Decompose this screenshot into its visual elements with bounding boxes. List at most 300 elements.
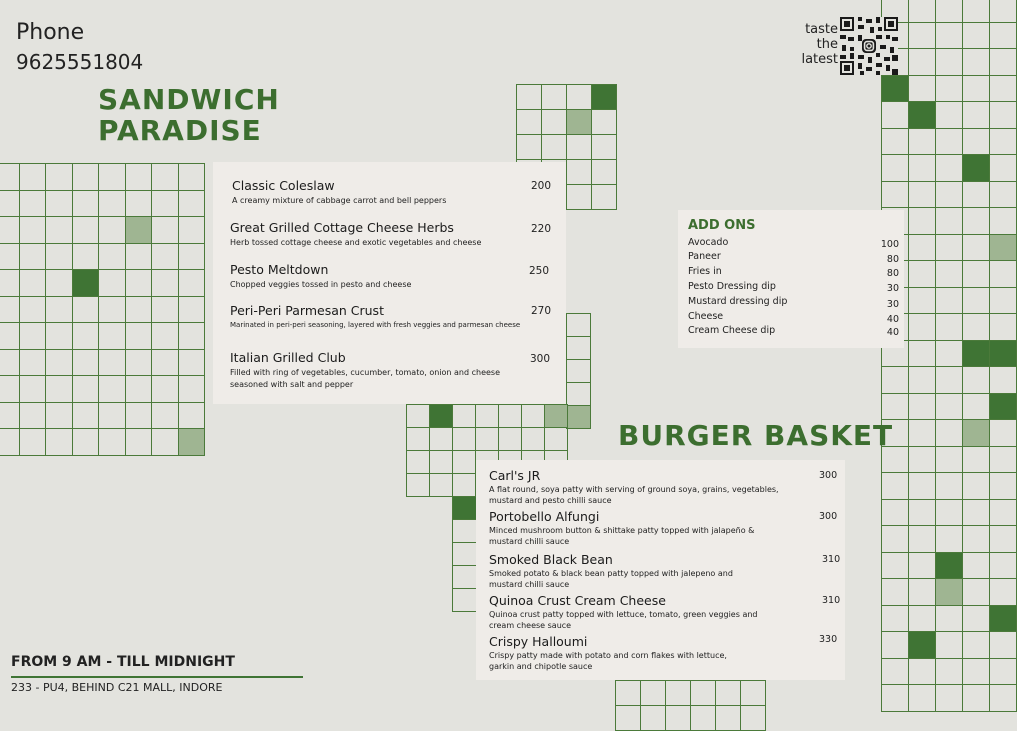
grid-cell [989, 658, 1017, 686]
grid-cell [935, 181, 963, 209]
addon-row [688, 311, 899, 325]
grid-cell [881, 101, 909, 129]
grid-cell [45, 190, 73, 218]
promo-line2: the [816, 37, 838, 52]
grid-cell [881, 366, 909, 394]
qr-code-icon[interactable] [840, 17, 898, 75]
menu-item-price: 270 [531, 305, 552, 317]
addon-row [688, 281, 899, 294]
grid-cell [935, 234, 963, 262]
grid-cell [989, 48, 1017, 76]
grid-cell [178, 243, 206, 271]
sandwich-menu-card [213, 162, 566, 404]
grid-cell [566, 184, 592, 210]
grid-cell [908, 181, 936, 209]
grid-cell [19, 402, 47, 430]
grid-cell [19, 296, 47, 324]
grid-cell [98, 269, 126, 297]
addon-price: 100 [880, 239, 899, 250]
grid-cell [690, 705, 716, 731]
grid-cell [125, 216, 153, 244]
menu-item-price: 200 [531, 180, 552, 192]
grid-cell [591, 184, 617, 210]
grid-cell [908, 154, 936, 182]
addon-row [688, 266, 899, 279]
grid-cell [908, 260, 936, 288]
grid-cell [544, 427, 568, 451]
grid-cell [98, 190, 126, 218]
grid-cell [72, 216, 100, 244]
grid-cell [178, 296, 206, 324]
menu-item [230, 303, 530, 331]
grid-cell [45, 349, 73, 377]
grid-cell [935, 472, 963, 500]
menu-item-desc: Chopped veggies tossed in pesto and cheese [230, 280, 412, 289]
grid-cell [935, 128, 963, 156]
grid-cell [962, 128, 990, 156]
grid-cell [962, 393, 990, 421]
grid-cell [881, 631, 909, 659]
grid-cell [935, 684, 963, 712]
grid-cell [881, 472, 909, 500]
grid-cell [125, 243, 153, 271]
grid-cell [429, 427, 453, 451]
grid-cell [962, 631, 990, 659]
decorative-grid-burger-left [452, 496, 476, 611]
grid-cell [989, 578, 1017, 606]
grid-cell [0, 216, 20, 244]
grid-cell [498, 404, 522, 428]
addon-name: Cream Cheese dip [688, 325, 776, 336]
grid-cell [406, 427, 430, 451]
grid-cell [72, 163, 100, 191]
sandwich-title-line2: PARADISE [98, 114, 262, 147]
grid-cell [989, 393, 1017, 421]
menu-item-name: Crispy Halloumi [489, 634, 588, 649]
grid-cell [935, 75, 963, 103]
sandwich-title-line1: SANDWICH [98, 83, 280, 116]
addon-name: Pesto Dressing dip [688, 281, 776, 292]
grid-cell [962, 578, 990, 606]
grid-cell [19, 269, 47, 297]
menu-item-price: 300 [530, 353, 551, 365]
grid-cell [908, 552, 936, 580]
grid-cell [516, 109, 542, 135]
menu-item [230, 262, 530, 291]
grid-cell [962, 181, 990, 209]
addon-price: 80 [886, 268, 899, 279]
addons-card [678, 210, 904, 348]
grid-cell [406, 473, 430, 497]
grid-cell [881, 552, 909, 580]
grid-cell [72, 322, 100, 350]
grid-cell [881, 525, 909, 553]
grid-cell [908, 366, 936, 394]
grid-cell [566, 159, 592, 185]
grid-cell [566, 359, 591, 383]
grid-cell [881, 393, 909, 421]
grid-cell [125, 190, 153, 218]
menu-item-name: Great Grilled Cottage Cheese Herbs [230, 220, 454, 235]
grid-cell [962, 234, 990, 262]
grid-cell [566, 382, 591, 406]
grid-cell [151, 190, 179, 218]
grid-cell [935, 525, 963, 553]
grid-cell [178, 269, 206, 297]
menu-item-desc: A flat round, soya patty with serving of ground soya, grains, vegetables, mustard and pesto chilli sauce [489, 485, 779, 505]
grid-cell [452, 473, 476, 497]
grid-cell [881, 154, 909, 182]
grid-cell [640, 705, 666, 731]
grid-cell [908, 75, 936, 103]
grid-cell [908, 313, 936, 341]
grid-cell [935, 366, 963, 394]
grid-cell [962, 684, 990, 712]
grid-cell [72, 269, 100, 297]
grid-cell [151, 322, 179, 350]
grid-cell [989, 101, 1017, 129]
menu-item [489, 552, 749, 590]
grid-cell [475, 404, 499, 428]
grid-cell [989, 287, 1017, 315]
grid-cell [935, 340, 963, 368]
grid-cell [429, 450, 453, 474]
grid-cell [178, 216, 206, 244]
grid-cell [962, 75, 990, 103]
menu-item-price: 330 [819, 634, 838, 645]
grid-cell [452, 450, 476, 474]
grid-cell [45, 402, 73, 430]
grid-cell [566, 134, 592, 160]
grid-cell [989, 154, 1017, 182]
grid-cell [935, 48, 963, 76]
grid-cell [72, 349, 100, 377]
grid-cell [989, 313, 1017, 341]
grid-cell [521, 404, 545, 428]
menu-item-name: Pesto Meltdown [230, 262, 329, 277]
addon-price: 40 [886, 327, 899, 338]
grid-cell [475, 427, 499, 451]
grid-cell [0, 190, 20, 218]
grid-cell [962, 260, 990, 288]
grid-cell [935, 313, 963, 341]
grid-cell [98, 349, 126, 377]
grid-cell [881, 658, 909, 686]
menu-item-price: 250 [529, 265, 550, 277]
menu-item-desc: Smoked potato & black bean patty topped with jalepeno and mustard chilli sauce [489, 569, 733, 589]
grid-cell [45, 428, 73, 456]
grid-cell [0, 322, 20, 350]
grid-cell [452, 588, 477, 612]
grid-cell [151, 428, 179, 456]
grid-cell [665, 705, 691, 731]
addon-price: 80 [886, 254, 899, 265]
grid-cell [98, 322, 126, 350]
grid-cell [98, 402, 126, 430]
grid-cell [989, 525, 1017, 553]
grid-cell [989, 22, 1017, 50]
grid-cell [908, 472, 936, 500]
grid-cell [452, 496, 477, 520]
grid-cell [591, 109, 617, 135]
grid-cell [989, 419, 1017, 447]
menu-item-desc: Crispy patty made with potato and corn flakes with lettuce, garkin and chipotle sauce [489, 651, 727, 671]
grid-cell [45, 322, 73, 350]
grid-cell [962, 287, 990, 315]
grid-cell [19, 243, 47, 271]
grid-cell [125, 375, 153, 403]
grid-cell [935, 207, 963, 235]
grid-cell [72, 190, 100, 218]
grid-cell [881, 181, 909, 209]
grid-cell [962, 22, 990, 50]
grid-cell [935, 605, 963, 633]
grid-cell [541, 109, 567, 135]
grid-cell [881, 499, 909, 527]
grid-cell [0, 163, 20, 191]
addon-name: Avocado [688, 237, 729, 248]
grid-cell [72, 375, 100, 403]
grid-cell [0, 296, 20, 324]
grid-cell [615, 705, 641, 731]
grid-cell [908, 605, 936, 633]
decorative-grid-right [881, 0, 1017, 711]
grid-cell [615, 680, 641, 706]
grid-cell [690, 680, 716, 706]
grid-cell [0, 375, 20, 403]
grid-cell [908, 128, 936, 156]
grid-cell [178, 349, 206, 377]
grid-cell [45, 296, 73, 324]
grid-cell [935, 578, 963, 606]
grid-cell [0, 269, 20, 297]
grid-cell [908, 48, 936, 76]
grid-cell [962, 525, 990, 553]
addon-name: Fries in [688, 266, 722, 277]
grid-cell [908, 340, 936, 368]
grid-cell [151, 375, 179, 403]
addon-price: 40 [886, 314, 899, 325]
grid-cell [908, 631, 936, 659]
grid-cell [989, 499, 1017, 527]
grid-cell [640, 680, 666, 706]
addon-row [688, 325, 899, 338]
grid-cell [125, 269, 153, 297]
grid-cell [989, 0, 1017, 23]
grid-cell [908, 0, 936, 23]
grid-cell [98, 375, 126, 403]
grid-cell [151, 296, 179, 324]
addon-name: Mustard dressing dip [688, 296, 788, 307]
grid-cell [908, 578, 936, 606]
grid-cell [429, 404, 453, 428]
grid-cell [45, 243, 73, 271]
grid-cell [962, 552, 990, 580]
grid-cell [989, 366, 1017, 394]
address: 233 - PU4, BEHIND C21 MALL, INDORE [11, 681, 223, 694]
menu-item-price: 300 [819, 511, 838, 522]
grid-cell [72, 296, 100, 324]
grid-cell [0, 349, 20, 377]
grid-cell [541, 134, 567, 160]
grid-cell [98, 428, 126, 456]
grid-cell [19, 375, 47, 403]
grid-cell [516, 134, 542, 160]
grid-cell [125, 296, 153, 324]
decorative-grid-bottom [615, 680, 765, 730]
grid-cell [962, 0, 990, 23]
grid-cell [0, 402, 20, 430]
grid-cell [406, 450, 430, 474]
grid-cell [566, 313, 591, 337]
addon-row [688, 296, 899, 310]
grid-cell [935, 260, 963, 288]
grid-cell [962, 48, 990, 76]
grid-cell [962, 340, 990, 368]
menu-item-desc: Quinoa crust patty topped with lettuce, tomato, green veggies and cream cheese sauce [489, 610, 758, 630]
menu-item-desc: Filled with ring of vegetables, cucumber, tomato, onion and cheese seasoned with salt and pepper [230, 368, 501, 389]
grid-cell [989, 472, 1017, 500]
grid-cell [935, 393, 963, 421]
grid-cell [19, 322, 47, 350]
grid-cell [962, 499, 990, 527]
grid-cell [19, 349, 47, 377]
grid-cell [516, 84, 542, 110]
addon-price: 30 [886, 283, 899, 294]
grid-cell [125, 428, 153, 456]
grid-cell [151, 269, 179, 297]
grid-cell [881, 684, 909, 712]
menu-item-name: Carl's JR [489, 468, 541, 483]
grid-cell [98, 216, 126, 244]
grid-cell [98, 243, 126, 271]
menu-item-name: Peri-Peri Parmesan Crust [230, 303, 384, 318]
phone-label: Phone [16, 20, 85, 45]
grid-cell [881, 578, 909, 606]
menu-item-price: 220 [531, 223, 552, 235]
grid-cell [151, 243, 179, 271]
grid-cell [962, 446, 990, 474]
grid-cell [45, 216, 73, 244]
grid-cell [452, 565, 477, 589]
grid-cell [452, 427, 476, 451]
grid-cell [151, 163, 179, 191]
grid-cell [566, 336, 591, 360]
grid-cell [908, 525, 936, 553]
burger-title: BURGER BASKET [618, 419, 894, 452]
grid-cell [98, 163, 126, 191]
menu-item [489, 509, 769, 547]
grid-cell [908, 101, 936, 129]
grid-cell [178, 402, 206, 430]
grid-cell [19, 190, 47, 218]
grid-cell [665, 680, 691, 706]
grid-cell [19, 163, 47, 191]
grid-cell [935, 499, 963, 527]
grid-cell [908, 22, 936, 50]
grid-cell [19, 216, 47, 244]
grid-cell [541, 84, 567, 110]
grid-cell [935, 552, 963, 580]
addon-name: Paneer [688, 251, 721, 262]
footer-divider [11, 676, 303, 678]
grid-cell [908, 658, 936, 686]
grid-cell [962, 366, 990, 394]
grid-cell [989, 684, 1017, 712]
opening-hours: FROM 9 AM - TILL MIDNIGHT [11, 654, 235, 670]
grid-cell [591, 134, 617, 160]
grid-cell [715, 705, 741, 731]
grid-cell [908, 234, 936, 262]
menu-item-price: 300 [819, 470, 838, 481]
grid-cell [908, 393, 936, 421]
burger-menu-card [476, 460, 845, 680]
menu-item [489, 593, 759, 631]
grid-cell [908, 499, 936, 527]
grid-cell [72, 428, 100, 456]
grid-cell [125, 163, 153, 191]
grid-cell [45, 163, 73, 191]
grid-cell [45, 269, 73, 297]
grid-cell [452, 519, 477, 543]
grid-cell [544, 404, 568, 428]
menu-item-name: Portobello Alfungi [489, 509, 600, 524]
grid-cell [989, 181, 1017, 209]
decorative-grid-middle [566, 313, 590, 428]
addon-row [688, 251, 899, 265]
grid-cell [72, 402, 100, 430]
grid-cell [452, 404, 476, 428]
grid-cell [740, 705, 766, 731]
grid-cell [935, 658, 963, 686]
grid-cell [498, 427, 522, 451]
grid-cell [566, 84, 592, 110]
grid-cell [591, 84, 617, 110]
menu-item-name: Quinoa Crust Cream Cheese [489, 593, 666, 608]
grid-cell [908, 207, 936, 235]
menu-item [230, 350, 500, 391]
grid-cell [715, 680, 741, 706]
grid-cell [935, 446, 963, 474]
menu-item-price: 310 [822, 595, 841, 606]
menu-item-name: Classic Coleslaw [232, 178, 335, 193]
grid-cell [935, 419, 963, 447]
grid-cell [962, 605, 990, 633]
grid-cell [406, 404, 430, 428]
grid-cell [19, 428, 47, 456]
promo-text [780, 22, 838, 67]
grid-cell [989, 552, 1017, 580]
grid-cell [908, 287, 936, 315]
menu-item [230, 220, 530, 249]
menu-item-desc: A creamy mixture of cabbage carrot and bell peppers [232, 196, 447, 205]
grid-cell [989, 234, 1017, 262]
grid-cell [935, 154, 963, 182]
grid-cell [908, 446, 936, 474]
grid-cell [989, 75, 1017, 103]
addon-row [688, 237, 899, 250]
menu-item [489, 468, 799, 506]
grid-cell [989, 631, 1017, 659]
menu-item-name: Italian Grilled Club [230, 350, 346, 365]
grid-cell [908, 419, 936, 447]
grid-cell [178, 375, 206, 403]
grid-cell [591, 159, 617, 185]
grid-cell [962, 101, 990, 129]
grid-cell [881, 75, 909, 103]
addons-title: ADD ONS [688, 218, 756, 233]
grid-cell [45, 375, 73, 403]
